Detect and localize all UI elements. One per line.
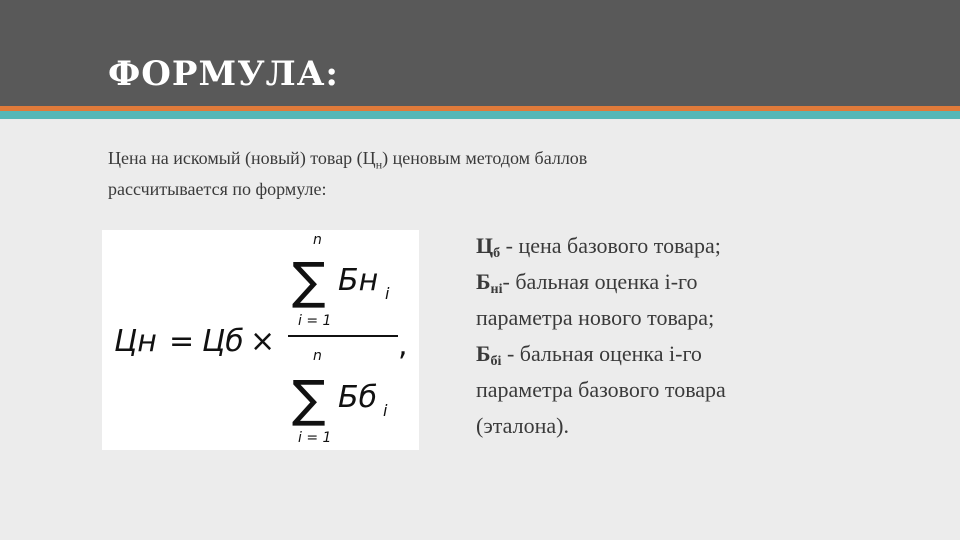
legend-text-basic: - бальная оценка i-го [501,341,702,366]
num-lower-limit: i = 1 [298,313,332,329]
num-sum-symbol: ∑ [292,252,326,310]
formula-comma: , [398,328,408,363]
legend-line-5: параметра базового товара [476,377,726,402]
legend-sub-basic: бi [490,354,502,369]
legend-sym-new: Б [476,269,491,294]
formula-eq: = [169,324,195,359]
accent-stripe-teal [0,111,960,119]
den-sum-symbol: ∑ [292,370,326,428]
legend-line-4 [476,336,916,372]
den-term: Бб [338,380,378,415]
den-index: i [383,401,388,420]
num-term: Бн [338,263,379,298]
legend-text [476,228,916,444]
slide-title: ФОРМУЛА: [108,54,339,94]
legend-line-6: (эталона). [476,413,569,438]
legend-sym-base: Ц [476,233,494,258]
formula-svg [102,230,419,450]
slide-header [0,0,960,106]
intro-text [108,146,868,201]
num-index: i [385,284,390,303]
den-lower-limit: i = 1 [298,430,332,446]
legend-sym-basic: Б [476,341,491,366]
legend-line-2 [476,264,916,300]
formula-base: Цб [202,324,244,359]
den-upper-limit: n [313,348,322,364]
intro-sub: н [375,157,383,172]
legend-line-1 [476,228,916,264]
intro-part2: ) ценовым методом баллов [382,148,588,168]
intro-line2: рассчитывается по формуле: [108,178,327,199]
formula-lhs: Цн [114,324,157,359]
formula-times: × [250,324,276,359]
legend-sub-new: нi [490,282,503,297]
formula-image [102,230,419,450]
legend-sub-base: б [493,246,501,261]
num-upper-limit: n [313,232,322,248]
legend-line-3: параметра нового товара; [476,305,715,330]
legend-text-new: - бальная оценка i-го [502,269,698,294]
legend-text-base: - цена базового товара; [500,233,721,258]
intro-part1: Цена на искомый (новый) товар (Ц [108,148,376,168]
